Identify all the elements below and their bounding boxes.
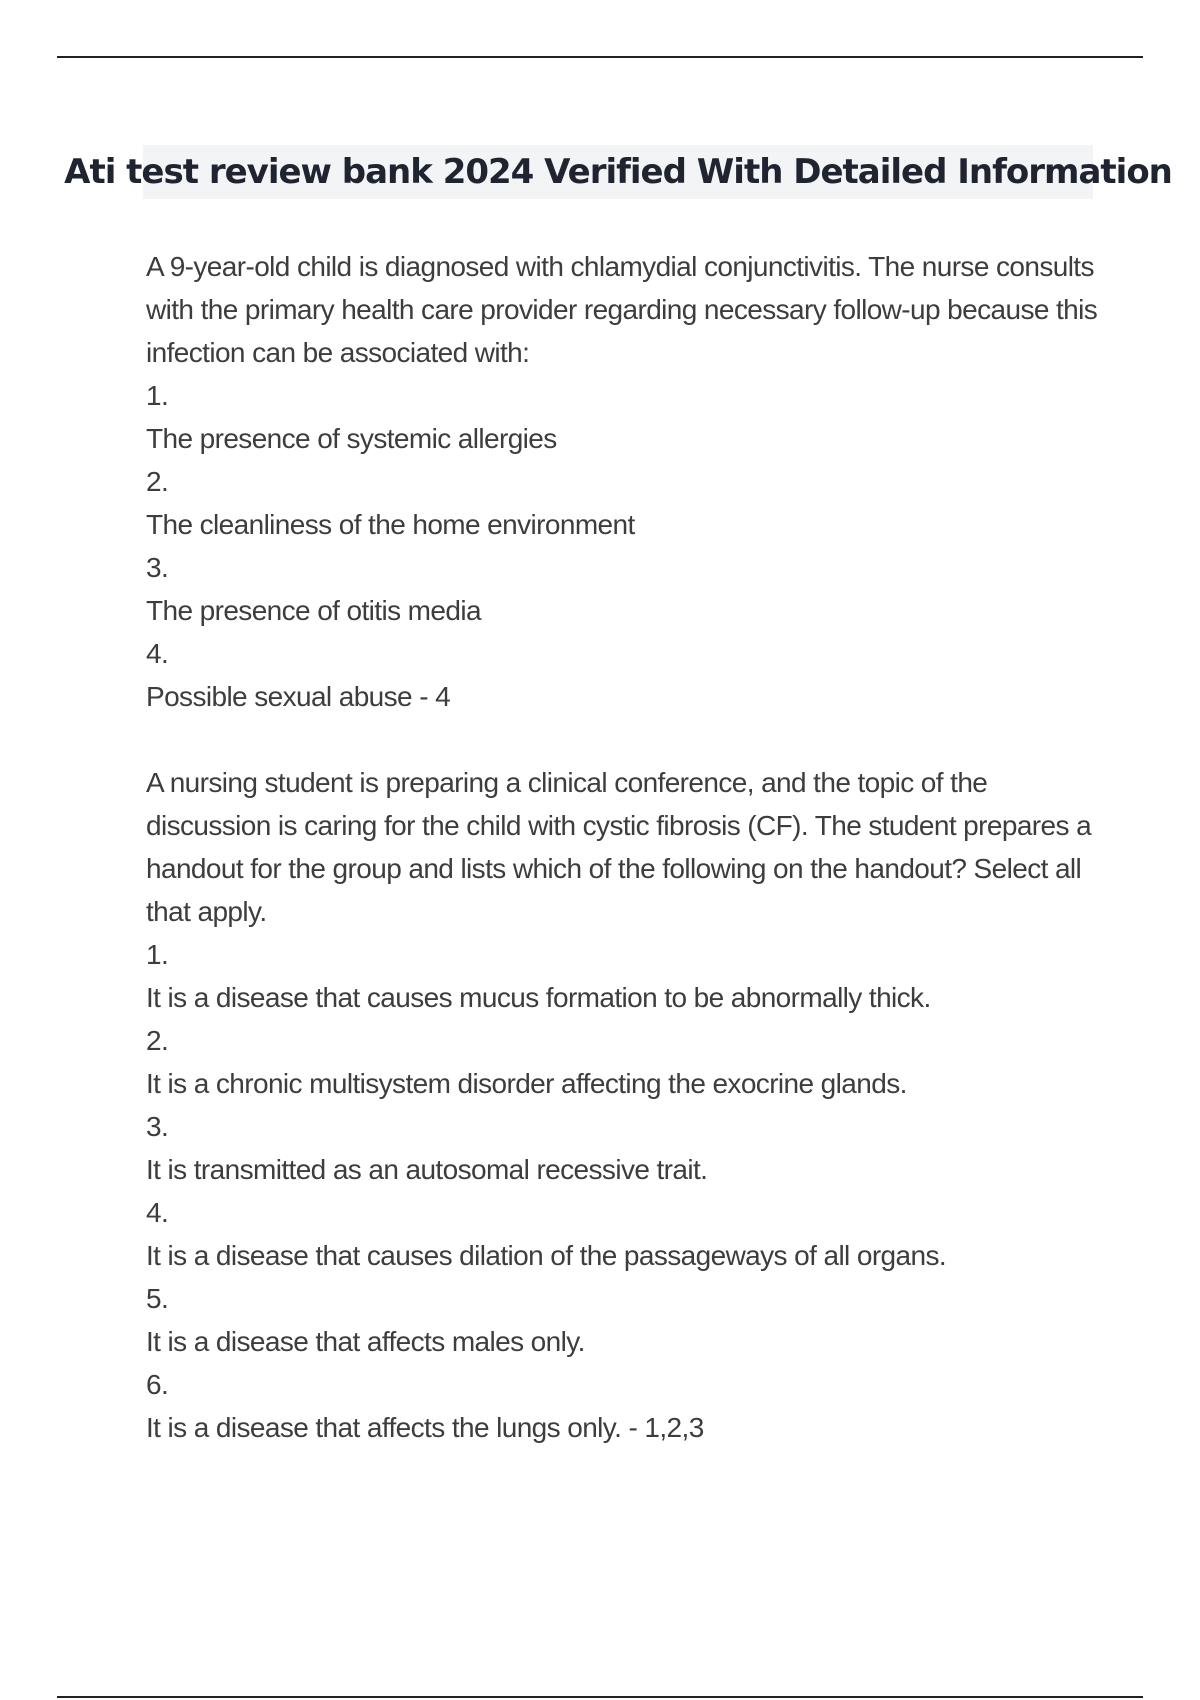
option-number: 3.: [146, 552, 169, 583]
question-stem: A nursing student is preparing a clinical conference, and the topic of the discussion is caring for the child with cystic fibrosis (CF). The student prepares a handout for the group and lists which of the following on the handout? Select all that apply.: [146, 767, 1092, 927]
title-banner: [64, 145, 1172, 199]
option-text: It is transmitted as an autosomal recessive trait.: [146, 1154, 708, 1185]
option-text: The cleanliness of the home environment: [146, 509, 635, 540]
document-title: Ati test review bank 2024 Verified With Detailed Information: [64, 152, 1172, 192]
option-number: 2.: [146, 1025, 169, 1056]
option-number: 5.: [146, 1283, 169, 1314]
option-text: It is a disease that causes dilation of the passageways of all organs.: [146, 1240, 947, 1271]
document-body: [146, 245, 1106, 1492]
option-number: 6.: [146, 1369, 169, 1400]
option-text: The presence of otitis media: [146, 595, 481, 626]
bottom-rule: [57, 1696, 1143, 1698]
question-stem: A 9-year-old child is diagnosed with chlamydial conjunctivitis. The nurse consults with the primary health care provider regarding necessary follow-up because this infection can be associated with:: [146, 251, 1098, 368]
option-number: 4.: [146, 638, 169, 669]
option-text: Possible sexual abuse - 4: [146, 681, 451, 712]
option-text: It is a disease that affects the lungs only. - 1,2,3: [146, 1412, 704, 1443]
question-1: [146, 245, 1106, 718]
top-rule: [57, 56, 1143, 58]
option-text: It is a chronic multisystem disorder affecting the exocrine glands.: [146, 1068, 907, 1099]
option-number: 1.: [146, 939, 169, 970]
option-number: 2.: [146, 466, 169, 497]
option-number: 1.: [146, 380, 169, 411]
option-number: 3.: [146, 1111, 169, 1142]
option-text: It is a disease that affects males only.: [146, 1326, 585, 1357]
option-text: It is a disease that causes mucus formation to be abnormally thick.: [146, 982, 931, 1013]
option-text: The presence of systemic allergies: [146, 423, 557, 454]
option-number: 4.: [146, 1197, 169, 1228]
question-2: [146, 761, 1106, 1449]
